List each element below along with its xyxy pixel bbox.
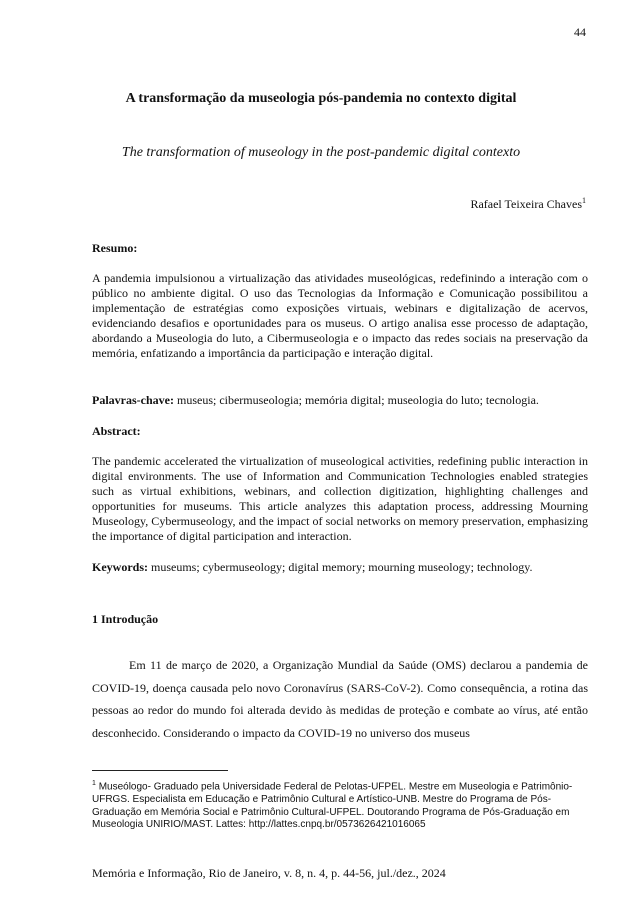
page-number: 44 xyxy=(574,25,586,39)
palavras-chave-text: museus; cibermuseologia; memória digital; museologia do luto; tecnologia. xyxy=(176,393,539,407)
section-heading: 1 Introdução xyxy=(92,612,159,626)
resumo-label: Resumo: xyxy=(92,241,138,255)
footnote xyxy=(92,778,588,832)
keywords-label: Keywords: xyxy=(92,560,148,574)
keywords-line xyxy=(92,560,592,575)
author-footnote-mark: 1 xyxy=(582,196,586,205)
keywords-text: museums; cybermuseology; digital memory; mourning museology; technology. xyxy=(151,560,533,574)
article-title: A transformação da museologia pós-pandemia no contexto digital xyxy=(125,91,517,106)
resumo-text: A pandemia impulsionou a virtualização das atividades museológicas, redefinindo a interação com o público no ambiente digital. O uso das Tecnologias da Informação e Comunicação possibilitou a implementação de estratégias como exposições virtuais, webinars e digitalização de acervos, evidenciando desafios e oportunidades para os museus. O artigo analisa esse processo de adaptação, abordando a Museologia do luto, a Cibermuseologia e o impacto das redes sociais na preservação da memória, enfatizando a importância da participação e interação digital. xyxy=(92,271,588,360)
footnote-divider xyxy=(92,770,228,771)
article-subtitle: The transformation of museology in the post-pandemic digital contexto xyxy=(121,145,521,160)
abstract-text: The pandemic accelerated the virtualization of museological activities, redefining public interaction in digital environments. The use of Information and Communication Technologies enabled strategies such as virtual exhibitions, webinars, and collection digitization, highlighting challenges and opportunities for museums. This article analyzes this adaptation process, addressing Mourning Museology, Cybermuseology, and the impact of social networks on memory preservation, emphasizing the importance of digital participation and interaction. xyxy=(92,454,588,543)
palavras-chave-line xyxy=(92,393,592,408)
footnote-text: Museólogo- Graduado pela Universidade Federal de Pelotas-UFPEL. Mestre em Museologia e Patrimônio-UFRGS. Especialista em Educação e Patrimônio Cultural e Artístico-UNB. Mestre do Programa de Pós-Graduação em Memória Social e Patrimônio Cultural-UFPEL. Doutorando Programa de Pós-Graduação em Museologia UNIRIO/MAST. Lattes: http://lattes.cnpq.br/0573626421016065 xyxy=(92,781,573,831)
author-name: Rafael Teixeira Chaves xyxy=(470,197,582,211)
abstract-label: Abstract: xyxy=(92,424,141,438)
footnote-mark: 1 xyxy=(92,780,96,787)
palavras-chave-label: Palavras-chave: xyxy=(92,393,174,407)
body-paragraph: Em 11 de março de 2020, a Organização Mundial da Saúde (OMS) declarou a pandemia de COVID-19, doença causada pelo novo Coronavírus (SARS-CoV-2). Como consequência, a rotina das pessoas ao redor do mundo foi alterada devido às medidas de proteção e combate ao vírus, até então desconhecido. Considerando o impacto da COVID-19 no universo dos museus xyxy=(92,658,588,740)
author-line xyxy=(470,196,586,212)
journal-footer: Memória e Informação, Rio de Janeiro, v. 8, n. 4, p. 44-56, jul./dez., 2024 xyxy=(92,866,446,880)
